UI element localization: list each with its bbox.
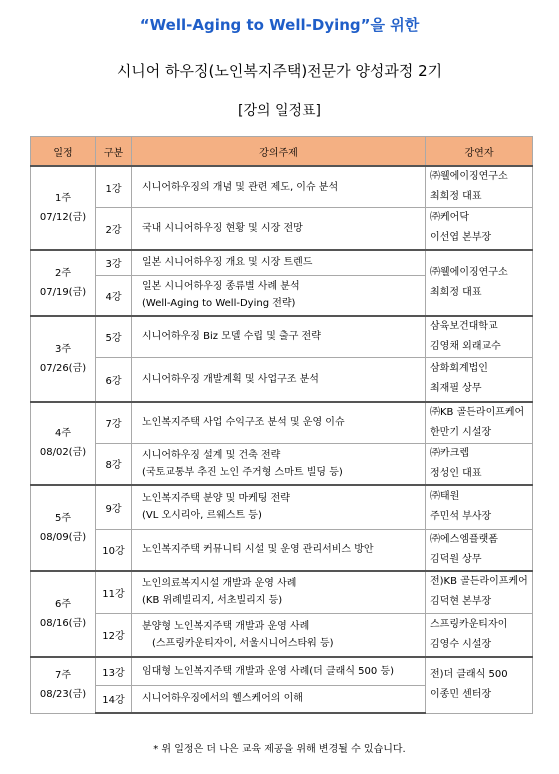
topic-text: 시니어하우징 설계 및 건축 전략 xyxy=(142,449,281,461)
table-row xyxy=(31,358,533,402)
instructor-org: ㈜태원 xyxy=(430,491,460,503)
instructor-cell xyxy=(426,571,533,613)
lecture-number: 8강 xyxy=(96,443,132,485)
topic-subtext: (스프링카운티자이, 서울시니어스타워 등) xyxy=(152,637,334,649)
instructor-name: 김덕현 본부장 xyxy=(430,596,492,608)
header-category: 구분 xyxy=(96,137,132,167)
instructor-org: 전)KB 골든라이프케어 xyxy=(430,576,528,588)
instructor-cell xyxy=(426,358,533,402)
lecture-topic xyxy=(132,613,426,657)
lecture-number: 4강 xyxy=(96,276,132,316)
topic-text: 노인복지주택 커뮤니티 시설 및 운영 관리서비스 방안 xyxy=(142,544,374,556)
lecture-number: 12강 xyxy=(96,613,132,657)
lecture-number: 14강 xyxy=(96,685,132,713)
instructor-name: 최희정 대표 xyxy=(430,286,482,298)
lecture-topic xyxy=(132,571,426,613)
table-row xyxy=(31,250,533,276)
lecture-number: 13강 xyxy=(96,657,132,685)
topic-text: 노인복지주택 사업 수익구조 분석 및 운영 이슈 xyxy=(142,417,345,428)
lecture-number: 7강 xyxy=(96,402,132,444)
lecture-number: 10강 xyxy=(96,529,132,571)
lecture-topic xyxy=(132,485,426,529)
topic-text: 시니어하우징의 개념 및 관련 제도, 이슈 분석 xyxy=(142,181,339,193)
instructor-name: 정성인 대표 xyxy=(430,467,482,479)
week-date: 08/02(금) xyxy=(39,447,87,459)
topic-text: 일본 시니어하우징 개요 및 시장 트렌드 xyxy=(142,257,313,269)
topic-text: 시니어하우징에서의 헬스케어의 이해 xyxy=(142,693,303,705)
week-cell xyxy=(31,571,96,657)
week-date: 07/26(금) xyxy=(39,362,87,374)
instructor-org: ㈜케어닥 xyxy=(430,212,469,224)
instructor-cell xyxy=(426,402,533,444)
lecture-number: 11강 xyxy=(96,571,132,613)
topic-text: 시니어하우징 개발계획 및 사업구조 분석 xyxy=(142,373,319,385)
instructor-name: 김영수 시설장 xyxy=(430,638,492,650)
lecture-topic xyxy=(132,276,426,316)
lecture-number: 2강 xyxy=(96,208,132,250)
lecture-number: 1강 xyxy=(96,166,132,208)
table-row xyxy=(31,485,533,529)
instructor-cell xyxy=(426,613,533,657)
table-row xyxy=(31,613,533,657)
week-date: 07/19(금) xyxy=(39,286,87,298)
topic-subtext: (KB 위례빌리지, 서초빌리지 등) xyxy=(142,595,283,607)
schedule-heading: [강의 일정표] xyxy=(238,103,321,119)
instructor-org: ㈜웰에이징연구소 xyxy=(430,266,508,278)
lecture-topic xyxy=(132,402,426,444)
header-date: 일정 xyxy=(31,137,96,167)
lecture-topic xyxy=(132,208,426,250)
week-label: 3주 xyxy=(54,343,72,355)
instructor-org: 전)더 클래식 500 xyxy=(430,669,508,681)
instructor-cell xyxy=(426,485,533,529)
topic-subtext: (국토교통부 추진 노인 주거형 스마트 빌딩 등) xyxy=(142,466,343,478)
instructor-name: 김덕원 상무 xyxy=(430,553,482,565)
week-cell xyxy=(31,316,96,402)
schedule-note: * 위 일정은 더 나은 교육 제공을 위해 변경될 수 있습니다. xyxy=(153,744,406,755)
course-subtitle: “Well-Aging to Well-Dying”을 위한 xyxy=(139,16,420,34)
instructor-cell xyxy=(426,657,533,713)
lecture-number: 9강 xyxy=(96,485,132,529)
topic-subtext: (Well-Aging to Well-Dying 전략) xyxy=(142,298,296,310)
lecture-topic xyxy=(132,657,426,685)
instructor-name: 주민석 부사장 xyxy=(430,511,492,523)
week-label: 7주 xyxy=(54,670,72,682)
table-row xyxy=(31,443,533,485)
schedule-table xyxy=(30,136,533,714)
course-title: 시니어 하우징(노인복지주택)전문가 양성과정 2기 xyxy=(116,62,443,80)
instructor-name: 최희정 대표 xyxy=(430,191,482,202)
instructor-cell xyxy=(426,166,533,208)
topic-text: 노인복지주택 분양 및 마케팅 전략 xyxy=(142,493,290,505)
lecture-topic xyxy=(132,250,426,276)
week-cell xyxy=(31,402,96,486)
topic-text: 일본 시니어하우징 종류별 사례 분석 xyxy=(142,281,300,293)
lecture-number: 6강 xyxy=(96,358,132,402)
table-row xyxy=(31,571,533,613)
week-label: 4주 xyxy=(54,428,72,440)
lecture-topic xyxy=(132,529,426,571)
table-row xyxy=(31,316,533,358)
week-label: 5주 xyxy=(54,513,72,524)
instructor-org: ㈜웰에이징연구소 xyxy=(430,171,508,182)
instructor-cell xyxy=(426,250,533,316)
lecture-topic xyxy=(132,443,426,485)
instructor-name: 한만기 시설장 xyxy=(430,426,492,438)
lecture-topic xyxy=(132,316,426,358)
instructor-cell xyxy=(426,443,533,485)
week-date: 08/16(금) xyxy=(39,618,87,629)
week-cell xyxy=(31,166,96,250)
topic-subtext: (VL 오시리아, 르웨스트 등) xyxy=(142,510,262,522)
instructor-cell xyxy=(426,529,533,571)
instructor-org: ㈜KB 골든라이프케어 xyxy=(430,406,525,418)
table-row xyxy=(31,529,533,571)
instructor-cell xyxy=(426,316,533,358)
table-row xyxy=(31,166,533,208)
week-cell xyxy=(31,250,96,316)
week-cell xyxy=(31,485,96,571)
instructor-org: 삼화회계법인 xyxy=(430,363,488,375)
topic-text: 시니어하우징 Biz 모델 수립 및 출구 전략 xyxy=(142,331,321,343)
week-label: 2주 xyxy=(54,267,72,279)
lecture-topic xyxy=(132,166,426,208)
week-label: 1주 xyxy=(54,192,72,204)
header-topic: 강의주제 xyxy=(132,137,426,167)
lecture-topic xyxy=(132,685,426,713)
table-header-row xyxy=(31,137,533,167)
topic-text: 국내 시니어하우징 현황 및 시장 전망 xyxy=(142,222,303,234)
instructor-name: 이선엽 본부장 xyxy=(430,232,492,244)
week-date: 07/12(금) xyxy=(39,211,87,223)
topic-text: 임대형 노인복지주택 개발과 운영 사례(더 클래식 500 등) xyxy=(142,665,395,677)
instructor-org: 삼육보건대학교 xyxy=(430,320,498,332)
lecture-number: 5강 xyxy=(96,316,132,358)
instructor-org: ㈜에스엠플랫폼 xyxy=(430,533,498,545)
week-cell xyxy=(31,657,96,713)
instructor-cell xyxy=(426,208,533,250)
table-row xyxy=(31,657,533,685)
instructor-name: 이종민 센터장 xyxy=(430,689,492,701)
week-label: 6주 xyxy=(54,599,72,610)
instructor-org: ㈜카크렙 xyxy=(430,447,469,459)
table-row xyxy=(31,402,533,444)
week-date: 08/23(금) xyxy=(39,689,87,701)
header-instructor: 강연자 xyxy=(426,137,533,167)
instructor-name: 최재필 상무 xyxy=(430,383,482,395)
lecture-topic xyxy=(132,358,426,402)
lecture-number: 3강 xyxy=(96,250,132,276)
table-row xyxy=(31,208,533,250)
instructor-org: 스프링카운티자이 xyxy=(430,618,508,630)
instructor-name: 김영채 외래교수 xyxy=(430,340,501,352)
topic-text: 분양형 노인복지주택 개발과 운영 사례 xyxy=(142,620,310,632)
week-date: 08/09(금) xyxy=(39,532,87,543)
topic-text: 노인의료복지시설 개발과 운영 사례 xyxy=(142,578,297,590)
